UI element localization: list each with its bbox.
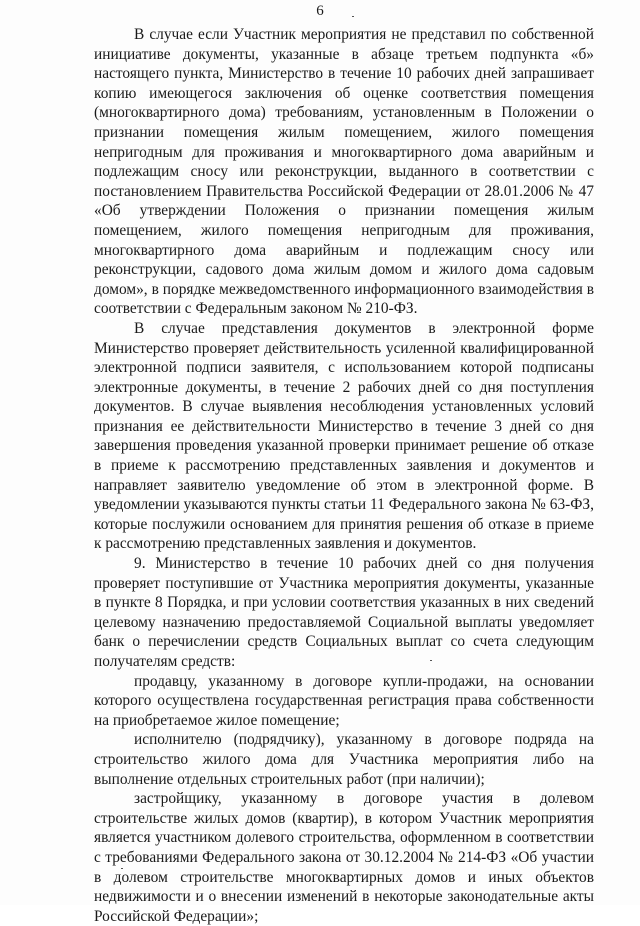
paragraph: застройщику, указанному в договоре участия в долевом строительстве жилых домов (квартир), в котором Участник мероприятия является участником долевого строительства, оформленном в соответствии с требованиями Федерального закона от 30.12.2004 № 214-ФЗ «Об участии в долевом строительстве многоквартирных домов и иных объектов недвижимости и о внесении изменений в некоторые законодательные акты Российской Федерации»; [94,790,594,925]
paragraph: исполнителю (подрядчику), указанному в договоре подряда на строительство жилого дома для Участника мероприятия либо на выполнение отдельных строительных работ (при наличии); [94,731,594,788]
paragraph: В случае если Участник мероприятия не представил по собственной инициативе документы, указанные в абзаце третьем подпункта «б» настоящего пункта, Министерство в течение 10 рабочих дней запрашивает копию имеющегося заключения об оценке соответствия помещения (многоквартирного дома) требованиям, установленным в Положении о признании помещения жилым помещением, жилого помещения непригодным для проживания и многоквартирного дома аварийным и подлежащим сносу или реконструкции, выданного в соответствии с постановлением Правительства Российской Федерации от 28.01.2006 № 47 «Об утверждении Положения о признании помещения жилым помещением, жилого помещения непригодным для проживания, многоквартирного дома аварийным и подлежащим сносу или реконструкции, садового дома жилым домом и жилого дома садовым домом», в порядке межведомственного информационного взаимодействия в соответствии с Федеральным законом № 210-ФЗ. [94,26,594,318]
paragraph: 9. Министерство в течение 10 рабочих дней со дня получения проверяет поступившие от Участника мероприятия документы, указанные в пункте 8 Порядка, и при условии соответствия указанных в них сведений целевому назначению предоставляемой Социальной выплаты уведомляет банк о перечислении средств Социальных выплат со счета следующим получателям средств: [94,555,594,670]
scan-speck [121,868,123,869]
page-number: 6 [316,3,324,19]
scan-speck [430,660,432,661]
document-body [94,25,594,926]
paragraph: В случае представления документов в электронной форме Министерство проверяет действительность усиленной квалифицированной электронной подписи заявителя, с использованием которой подписаны электронные документы, в течение 2 рабочих дней со дня поступления документов. В случае выявления несоблюдения установленных условий признания ее действительности Министерство в течение 3 дней со дня завершения проведения указанной проверки принимает решение об отказе в приеме к рассмотрению представленных заявления и документов и направляет заявителю уведомление об этом в электронной форме. В уведомлении указываются пункты статьи 11 Федерального закона № 63-ФЗ, которые послужили основанием для принятия решения об отказе в приеме к рассмотрению представленных заявления и документов. [94,319,594,553]
paragraph: продавцу, указанному в договоре купли-продажи, на основании которого осуществлена государственная регистрация права собственности на приобретаемое жилое помещение; [94,672,594,729]
scan-speck [352,16,354,17]
